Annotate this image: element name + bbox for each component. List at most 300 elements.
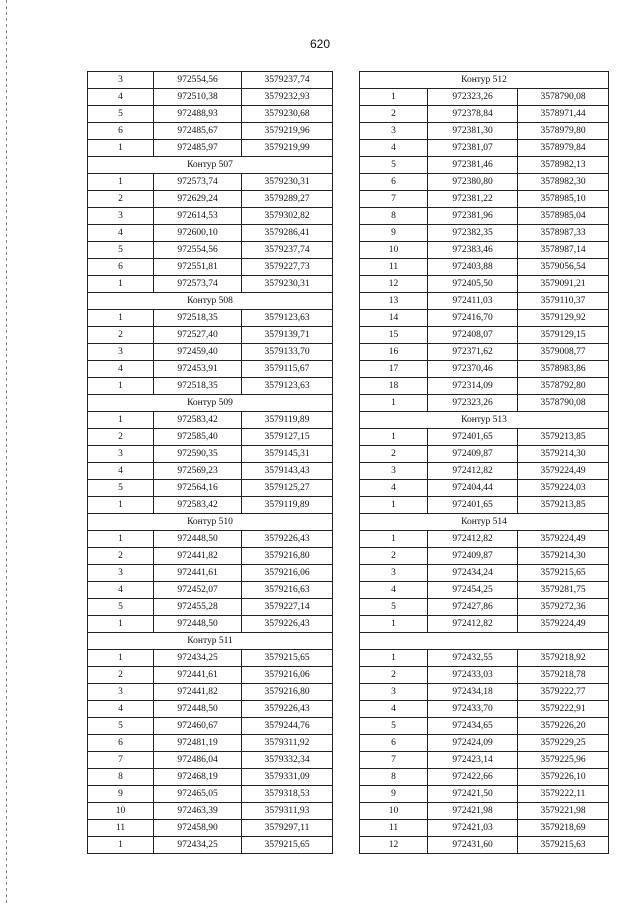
table-row <box>360 480 609 497</box>
point-number: 5 <box>360 599 428 616</box>
point-number: 2 <box>88 429 154 446</box>
point-number: 17 <box>360 361 428 378</box>
y-coordinate: 3579056,54 <box>518 259 609 276</box>
x-coordinate: 972573,74 <box>154 174 242 191</box>
x-coordinate: 972412,82 <box>428 616 518 633</box>
x-coordinate: 972403,88 <box>428 259 518 276</box>
point-number: 4 <box>88 582 154 599</box>
y-coordinate: 3579129,92 <box>518 310 609 327</box>
x-coordinate: 972448,50 <box>154 531 242 548</box>
table-row <box>88 446 333 463</box>
y-coordinate: 3579281,75 <box>518 582 609 599</box>
y-coordinate: 3579215,65 <box>242 837 333 854</box>
table-row <box>88 259 333 276</box>
point-number: 3 <box>360 463 428 480</box>
point-number: 6 <box>360 735 428 752</box>
y-coordinate: 3579244,76 <box>242 718 333 735</box>
point-number: 6 <box>360 174 428 191</box>
contour-header-row <box>88 633 333 650</box>
y-coordinate: 3579232,93 <box>242 89 333 106</box>
x-coordinate: 972448,50 <box>154 616 242 633</box>
y-coordinate: 3579218,69 <box>518 820 609 837</box>
contour-header-row <box>360 514 609 531</box>
table-row <box>360 650 609 667</box>
point-number: 9 <box>360 225 428 242</box>
x-coordinate: 972600,10 <box>154 225 242 242</box>
contour-title: Контур 509 <box>88 395 333 412</box>
x-coordinate: 972463,39 <box>154 803 242 820</box>
point-number: 8 <box>360 208 428 225</box>
y-coordinate: 3579221,98 <box>518 803 609 820</box>
table-row <box>88 140 333 157</box>
table-row <box>88 650 333 667</box>
y-coordinate: 3579230,31 <box>242 174 333 191</box>
x-coordinate: 972380,80 <box>428 174 518 191</box>
y-coordinate: 3578982,13 <box>518 157 609 174</box>
point-number: 4 <box>88 701 154 718</box>
y-coordinate: 3579226,20 <box>518 718 609 735</box>
x-coordinate: 972527,40 <box>154 327 242 344</box>
table-row <box>88 310 333 327</box>
y-coordinate: 3578971,44 <box>518 106 609 123</box>
table-row <box>88 752 333 769</box>
x-coordinate: 972423,14 <box>428 752 518 769</box>
table-row <box>88 412 333 429</box>
point-number: 1 <box>360 497 428 514</box>
point-number: 1 <box>88 497 154 514</box>
point-number: 7 <box>88 752 154 769</box>
y-coordinate: 3579129,15 <box>518 327 609 344</box>
x-coordinate: 972510,38 <box>154 89 242 106</box>
x-coordinate: 972518,35 <box>154 378 242 395</box>
x-coordinate: 972381,96 <box>428 208 518 225</box>
point-number: 2 <box>88 327 154 344</box>
point-number: 1 <box>360 395 428 412</box>
table-row <box>360 718 609 735</box>
table-row <box>360 531 609 548</box>
table-row <box>88 769 333 786</box>
contour-header-row <box>88 157 333 174</box>
table-row <box>88 191 333 208</box>
table-row <box>360 157 609 174</box>
y-coordinate: 3579214,30 <box>518 548 609 565</box>
point-number: 1 <box>88 174 154 191</box>
x-coordinate: 972485,67 <box>154 123 242 140</box>
x-coordinate: 972554,56 <box>154 242 242 259</box>
point-number: 11 <box>360 820 428 837</box>
x-coordinate: 972485,97 <box>154 140 242 157</box>
y-coordinate: 3579311,93 <box>242 803 333 820</box>
point-number: 4 <box>360 582 428 599</box>
y-coordinate: 3579318,53 <box>242 786 333 803</box>
x-coordinate: 972434,18 <box>428 684 518 701</box>
x-coordinate: 972432,55 <box>428 650 518 667</box>
y-coordinate: 3579226,43 <box>242 531 333 548</box>
y-coordinate: 3579219,99 <box>242 140 333 157</box>
table-row <box>360 667 609 684</box>
x-coordinate: 972441,82 <box>154 684 242 701</box>
point-number: 18 <box>360 378 428 395</box>
contour-header-row <box>88 514 333 531</box>
table-row <box>88 276 333 293</box>
y-coordinate: 3579213,85 <box>518 429 609 446</box>
table-row <box>88 837 333 854</box>
x-coordinate: 972378,84 <box>428 106 518 123</box>
table-row <box>360 565 609 582</box>
x-coordinate: 972381,30 <box>428 123 518 140</box>
table-row <box>360 803 609 820</box>
y-coordinate: 3579216,63 <box>242 582 333 599</box>
contour-title: Контур 507 <box>88 157 333 174</box>
y-coordinate: 3579215,63 <box>518 837 609 854</box>
x-coordinate: 972614,53 <box>154 208 242 225</box>
point-number: 10 <box>88 803 154 820</box>
y-coordinate: 3579297,11 <box>242 820 333 837</box>
table-row <box>360 497 609 514</box>
x-coordinate: 972314,09 <box>428 378 518 395</box>
point-number: 1 <box>360 89 428 106</box>
table-row <box>360 752 609 769</box>
point-number: 5 <box>360 157 428 174</box>
y-coordinate: 3578983,86 <box>518 361 609 378</box>
point-number: 3 <box>88 565 154 582</box>
y-coordinate: 3579226,43 <box>242 616 333 633</box>
point-number: 6 <box>88 123 154 140</box>
point-number: 3 <box>88 446 154 463</box>
y-coordinate: 3579213,85 <box>518 497 609 514</box>
point-number: 2 <box>360 446 428 463</box>
contour-header-row <box>360 72 609 89</box>
point-number: 5 <box>360 718 428 735</box>
point-number: 1 <box>360 616 428 633</box>
x-coordinate: 972554,56 <box>154 72 242 89</box>
x-coordinate: 972468,19 <box>154 769 242 786</box>
point-number: 1 <box>360 650 428 667</box>
table-row <box>88 89 333 106</box>
y-coordinate: 3579008,77 <box>518 344 609 361</box>
y-coordinate: 3579119,89 <box>242 412 333 429</box>
x-coordinate: 972448,50 <box>154 701 242 718</box>
point-number: 1 <box>88 140 154 157</box>
y-coordinate: 3579222,91 <box>518 701 609 718</box>
table-row <box>88 378 333 395</box>
y-coordinate: 3579133,70 <box>242 344 333 361</box>
y-coordinate: 3579224,49 <box>518 531 609 548</box>
coordinates-table-right <box>359 71 609 854</box>
y-coordinate: 3579224,49 <box>518 616 609 633</box>
table-row <box>88 463 333 480</box>
point-number: 3 <box>88 684 154 701</box>
table-row <box>360 701 609 718</box>
table-row <box>360 599 609 616</box>
x-coordinate: 972408,07 <box>428 327 518 344</box>
x-coordinate: 972382,35 <box>428 225 518 242</box>
x-coordinate: 972433,03 <box>428 667 518 684</box>
y-coordinate: 3579218,78 <box>518 667 609 684</box>
x-coordinate: 972459,40 <box>154 344 242 361</box>
table-row <box>360 446 609 463</box>
contour-title: Контур 513 <box>360 412 609 429</box>
y-coordinate: 3579230,68 <box>242 106 333 123</box>
y-coordinate: 3578792,80 <box>518 378 609 395</box>
x-coordinate: 972433,70 <box>428 701 518 718</box>
point-number: 9 <box>360 786 428 803</box>
table-row <box>88 616 333 633</box>
table-row <box>360 786 609 803</box>
y-coordinate: 3578987,33 <box>518 225 609 242</box>
point-number: 2 <box>360 667 428 684</box>
table-row <box>88 208 333 225</box>
point-number: 7 <box>360 752 428 769</box>
y-coordinate: 3579123,63 <box>242 310 333 327</box>
point-number: 7 <box>360 191 428 208</box>
x-coordinate: 972441,61 <box>154 667 242 684</box>
x-coordinate: 972421,50 <box>428 786 518 803</box>
table-row <box>88 582 333 599</box>
table-row <box>88 429 333 446</box>
table-row <box>88 123 333 140</box>
point-number: 16 <box>360 344 428 361</box>
point-number: 4 <box>360 480 428 497</box>
x-coordinate: 972370,46 <box>428 361 518 378</box>
table-row <box>88 225 333 242</box>
x-coordinate: 972381,22 <box>428 191 518 208</box>
contour-title: Контур 512 <box>360 72 609 89</box>
y-coordinate: 3579218,92 <box>518 650 609 667</box>
table-row <box>88 803 333 820</box>
table-row <box>360 242 609 259</box>
x-coordinate: 972381,07 <box>428 140 518 157</box>
point-number: 1 <box>88 310 154 327</box>
table-row <box>360 106 609 123</box>
table-row <box>88 361 333 378</box>
point-number: 5 <box>88 599 154 616</box>
table-row <box>360 174 609 191</box>
x-coordinate: 972401,65 <box>428 497 518 514</box>
point-number: 1 <box>88 412 154 429</box>
x-coordinate: 972452,07 <box>154 582 242 599</box>
table-row <box>360 361 609 378</box>
x-coordinate: 972434,24 <box>428 565 518 582</box>
point-number: 11 <box>360 259 428 276</box>
contour-header-row <box>88 293 333 310</box>
point-number: 6 <box>88 259 154 276</box>
contour-header-row <box>88 395 333 412</box>
y-coordinate: 3579115,67 <box>242 361 333 378</box>
y-coordinate: 3579311,92 <box>242 735 333 752</box>
table-row <box>360 140 609 157</box>
y-coordinate: 3579332,34 <box>242 752 333 769</box>
y-coordinate: 3579222,11 <box>518 786 609 803</box>
x-coordinate: 972412,82 <box>428 531 518 548</box>
point-number: 13 <box>360 293 428 310</box>
x-coordinate: 972488,93 <box>154 106 242 123</box>
table-row <box>360 344 609 361</box>
x-coordinate: 972434,25 <box>154 837 242 854</box>
table-row <box>88 786 333 803</box>
x-coordinate: 972427,86 <box>428 599 518 616</box>
x-coordinate: 972416,70 <box>428 310 518 327</box>
table-row <box>88 565 333 582</box>
contour-title: Контур 508 <box>88 293 333 310</box>
contour-header-row <box>360 633 609 650</box>
point-number: 6 <box>88 735 154 752</box>
y-coordinate: 3579227,14 <box>242 599 333 616</box>
x-coordinate: 972441,82 <box>154 548 242 565</box>
x-coordinate: 972585,40 <box>154 429 242 446</box>
point-number: 4 <box>360 701 428 718</box>
y-coordinate: 3579214,30 <box>518 446 609 463</box>
scan-edge <box>6 0 7 905</box>
y-coordinate: 3579302,82 <box>242 208 333 225</box>
x-coordinate: 972629,24 <box>154 191 242 208</box>
table-row <box>360 123 609 140</box>
y-coordinate: 3579226,43 <box>242 701 333 718</box>
point-number: 12 <box>360 837 428 854</box>
point-number: 1 <box>360 531 428 548</box>
point-number: 5 <box>88 106 154 123</box>
x-coordinate: 972422,66 <box>428 769 518 786</box>
point-number: 1 <box>88 837 154 854</box>
table-row <box>88 599 333 616</box>
table-row <box>88 684 333 701</box>
x-coordinate: 972583,42 <box>154 497 242 514</box>
x-coordinate: 972401,65 <box>428 429 518 446</box>
point-number: 2 <box>360 548 428 565</box>
x-coordinate: 972460,67 <box>154 718 242 735</box>
x-coordinate: 972590,35 <box>154 446 242 463</box>
table-row <box>88 667 333 684</box>
page-number: 620 <box>309 37 331 51</box>
x-coordinate: 972573,74 <box>154 276 242 293</box>
table-row <box>88 531 333 548</box>
contour-title <box>360 633 609 650</box>
y-coordinate: 3579289,27 <box>242 191 333 208</box>
y-coordinate: 3579215,65 <box>242 650 333 667</box>
y-coordinate: 3579224,03 <box>518 480 609 497</box>
table-row <box>360 463 609 480</box>
contour-title: Контур 514 <box>360 514 609 531</box>
y-coordinate: 3579091,21 <box>518 276 609 293</box>
y-coordinate: 3578985,04 <box>518 208 609 225</box>
point-number: 3 <box>360 123 428 140</box>
x-coordinate: 972383,46 <box>428 242 518 259</box>
point-number: 5 <box>88 242 154 259</box>
table-row <box>88 735 333 752</box>
x-coordinate: 972454,25 <box>428 582 518 599</box>
point-number: 4 <box>88 361 154 378</box>
contour-title: Контур 510 <box>88 514 333 531</box>
y-coordinate: 3579123,63 <box>242 378 333 395</box>
y-coordinate: 3579216,06 <box>242 565 333 582</box>
table-row <box>88 497 333 514</box>
table-row <box>88 242 333 259</box>
y-coordinate: 3579215,65 <box>518 565 609 582</box>
x-coordinate: 972431,60 <box>428 837 518 854</box>
y-coordinate: 3579230,31 <box>242 276 333 293</box>
point-number: 8 <box>88 769 154 786</box>
table-row <box>88 701 333 718</box>
x-coordinate: 972583,42 <box>154 412 242 429</box>
point-number: 8 <box>360 769 428 786</box>
x-coordinate: 972486,04 <box>154 752 242 769</box>
point-number: 10 <box>360 803 428 820</box>
y-coordinate: 3578979,84 <box>518 140 609 157</box>
y-coordinate: 3578982,30 <box>518 174 609 191</box>
y-coordinate: 3579216,06 <box>242 667 333 684</box>
table-row <box>88 174 333 191</box>
table-row <box>88 480 333 497</box>
point-number: 3 <box>88 72 154 89</box>
y-coordinate: 3579224,49 <box>518 463 609 480</box>
x-coordinate: 972409,87 <box>428 446 518 463</box>
table-row <box>360 225 609 242</box>
point-number: 1 <box>88 650 154 667</box>
y-coordinate: 3579143,43 <box>242 463 333 480</box>
x-coordinate: 972405,50 <box>428 276 518 293</box>
x-coordinate: 972481,19 <box>154 735 242 752</box>
point-number: 1 <box>360 429 428 446</box>
x-coordinate: 972411,03 <box>428 293 518 310</box>
table-row <box>360 548 609 565</box>
point-number: 3 <box>88 344 154 361</box>
point-number: 15 <box>360 327 428 344</box>
point-number: 2 <box>88 667 154 684</box>
point-number: 5 <box>88 480 154 497</box>
table-row <box>88 548 333 565</box>
y-coordinate: 3579216,80 <box>242 548 333 565</box>
y-coordinate: 3579227,73 <box>242 259 333 276</box>
table-row <box>360 616 609 633</box>
x-coordinate: 972412,82 <box>428 463 518 480</box>
y-coordinate: 3579219,96 <box>242 123 333 140</box>
table-row <box>88 820 333 837</box>
table-row <box>360 208 609 225</box>
x-coordinate: 972421,98 <box>428 803 518 820</box>
table-row <box>360 259 609 276</box>
table-row <box>88 106 333 123</box>
x-coordinate: 972404,44 <box>428 480 518 497</box>
table-row <box>360 191 609 208</box>
x-coordinate: 972409,87 <box>428 548 518 565</box>
y-coordinate: 3579127,15 <box>242 429 333 446</box>
y-coordinate: 3579237,74 <box>242 242 333 259</box>
x-coordinate: 972455,28 <box>154 599 242 616</box>
x-coordinate: 972381,46 <box>428 157 518 174</box>
x-coordinate: 972323,26 <box>428 395 518 412</box>
point-number: 2 <box>88 548 154 565</box>
x-coordinate: 972458,90 <box>154 820 242 837</box>
x-coordinate: 972434,25 <box>154 650 242 667</box>
table-row <box>360 378 609 395</box>
point-number: 5 <box>88 718 154 735</box>
x-coordinate: 972551,81 <box>154 259 242 276</box>
y-coordinate: 3578987,14 <box>518 242 609 259</box>
point-number: 4 <box>360 140 428 157</box>
point-number: 2 <box>88 191 154 208</box>
x-coordinate: 972518,35 <box>154 310 242 327</box>
y-coordinate: 3578985,10 <box>518 191 609 208</box>
y-coordinate: 3579331,09 <box>242 769 333 786</box>
table-row <box>360 310 609 327</box>
point-number: 10 <box>360 242 428 259</box>
x-coordinate: 972465,05 <box>154 786 242 803</box>
contour-title: Контур 511 <box>88 633 333 650</box>
point-number: 11 <box>88 820 154 837</box>
x-coordinate: 972421,03 <box>428 820 518 837</box>
table-row <box>360 276 609 293</box>
x-coordinate: 972569,23 <box>154 463 242 480</box>
